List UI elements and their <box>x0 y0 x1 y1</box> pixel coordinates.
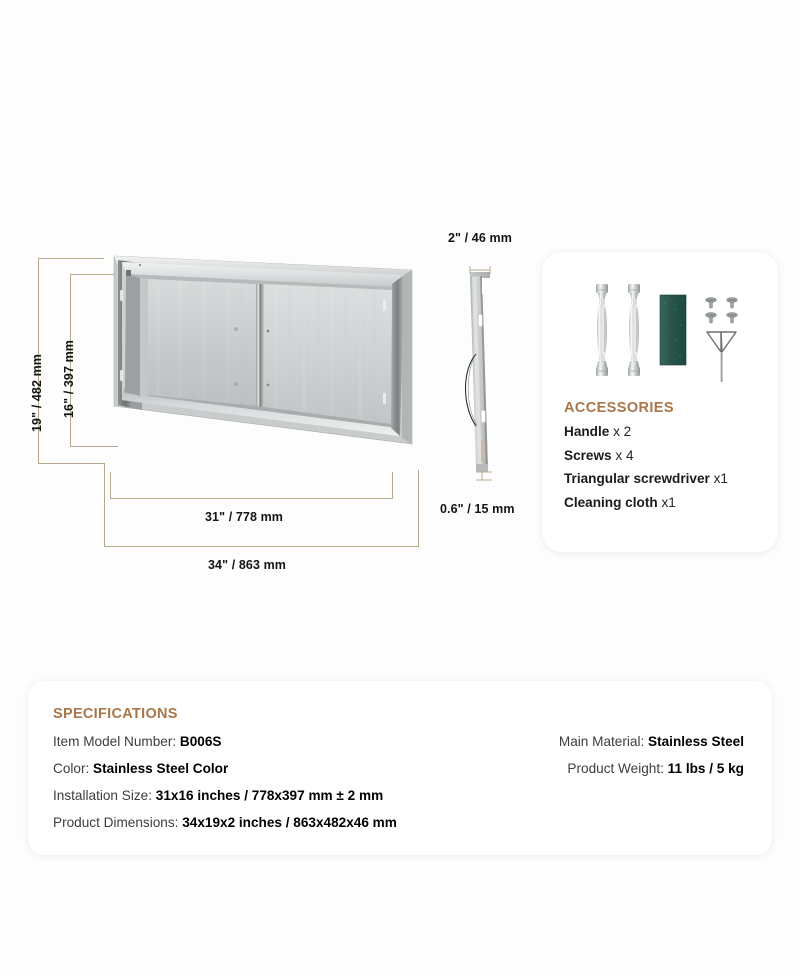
spec-label: Product Dimensions: <box>53 815 179 830</box>
accessory-qty: x1 <box>661 494 676 510</box>
spec-row <box>444 761 744 776</box>
spec-label: Item Model Number: <box>53 734 177 749</box>
spec-row <box>53 761 493 776</box>
spec-row <box>444 734 744 749</box>
spec-label: Installation Size: <box>53 788 152 803</box>
outer-width-label: 34" / 863 mm <box>208 558 287 572</box>
depth-bottom-label: 0.6" / 15 mm <box>440 502 515 516</box>
accessory-name: Cleaning cloth <box>564 494 658 510</box>
cleaning-cloth-image <box>660 295 686 365</box>
outer-width-dimension-line <box>104 546 419 547</box>
inner-width-label: 31" / 778 mm <box>205 510 284 524</box>
inner-width-cap-left <box>110 472 111 498</box>
outer-width-cap-right <box>418 470 419 546</box>
spec-value: 11 lbs / 5 kg <box>667 761 744 776</box>
accessory-qty: x 2 <box>613 424 632 439</box>
spec-label: Main Material: <box>558 734 645 749</box>
accessories-images <box>542 270 778 390</box>
accessory-name: Triangular screwdriver <box>564 471 710 486</box>
outer-height-cap-top <box>38 258 104 259</box>
accessory-name: Handle <box>564 424 610 439</box>
accessory-qty: x1 <box>713 471 728 486</box>
spec-label: Product Weight: <box>567 761 664 776</box>
specifications-heading: SPECIFICATIONS <box>53 706 178 722</box>
spec-value: 34x19x2 inches / 863x482x46 mm <box>182 815 397 830</box>
triangular-screwdriver-image <box>707 332 736 382</box>
list-item <box>564 471 764 486</box>
inner-width-dimension-line <box>110 498 393 499</box>
screws-image <box>706 298 738 323</box>
spec-row <box>53 788 493 803</box>
spec-label: Color: <box>53 761 90 776</box>
accessory-name: Screws <box>564 447 612 463</box>
inner-height-label: 16" / 397 mm <box>62 339 76 418</box>
depth-top-label: 2" / 46 mm <box>448 231 512 245</box>
specifications-card <box>28 681 772 855</box>
accessory-qty: x 4 <box>615 447 634 463</box>
spec-row <box>53 734 493 749</box>
outer-height-label: 19" / 482 mm <box>30 353 44 432</box>
spec-value: Stainless Steel Color <box>93 761 229 776</box>
dimension-diagram <box>0 0 540 620</box>
outer-height-cap-bottom <box>38 463 104 464</box>
handle-1 <box>596 284 608 376</box>
accessories-list <box>564 424 764 518</box>
handle-2 <box>628 284 640 376</box>
spec-value: 31x16 inches / 778x397 mm ± 2 mm <box>155 788 384 803</box>
specifications-left-column <box>53 734 493 842</box>
spec-value: Stainless Steel <box>648 734 744 749</box>
inner-width-cap-right <box>392 472 393 498</box>
spec-value: B006S <box>179 734 222 749</box>
specifications-right-column <box>444 734 744 788</box>
outer-width-cap-left <box>104 463 105 546</box>
list-item <box>564 448 764 463</box>
accessories-heading: ACCESSORIES <box>564 400 674 416</box>
list-item <box>564 424 764 439</box>
product-door-image <box>96 248 426 473</box>
spec-row <box>53 815 493 830</box>
list-item <box>564 495 764 510</box>
accessories-card <box>542 252 778 552</box>
product-side-view-image <box>452 258 508 490</box>
